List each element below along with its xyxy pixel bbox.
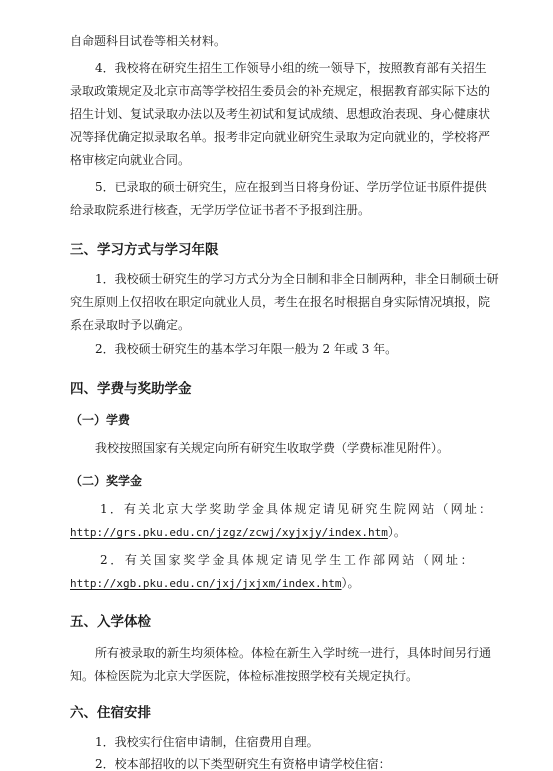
link[interactable]: http://grs.pku.edu.cn/jzgz/zcwj/xyjxjy/index.htm: [70, 526, 388, 539]
subsection-heading: （一）学费: [70, 413, 131, 427]
text-line: [70, 525, 406, 540]
text-line: 自命题科目试卷等相关材料。: [70, 34, 227, 48]
text-line: 1．有关北京大学奖助学金具体规定请见研究生院网站（网址：: [100, 502, 494, 516]
text-line: 5．已录取的硕士研究生，应在报到当日将身份证、学历学位证书原件提供: [95, 180, 487, 194]
text-line: 给录取院系进行核查，无学历学位证书者不予报到注册。: [70, 203, 371, 217]
text-line: 招生计划、复试录取办法以及考生初试和复试成绩、思想政治表现、身心健康状: [70, 107, 491, 121]
text-line: ）。: [341, 576, 360, 590]
section-heading: 五、入学体检: [70, 614, 151, 630]
text-line: 录取政策规定及北京市高等学校招生委员会的补充规定，根据教育部实际下达的: [70, 84, 491, 98]
text-line: 究生原则上仅招收在职定向就业人员，考生在报名时根据自身实际情况填报，院: [70, 295, 491, 309]
text-line: 2．有关国家奖学金具体规定请见学生工作部网站（网址：: [100, 553, 476, 567]
text-line: 所有被录取的新生均须体检。体检在新生入学时统一进行，具体时间另行通: [95, 646, 492, 660]
text-line: 我校按照国家有关规定向所有研究生收取学费（学费标准见附件）。: [95, 441, 450, 455]
text-line: 系在录取时予以确定。: [70, 318, 191, 332]
section-heading: 三、学习方式与学习年限: [70, 242, 219, 258]
section-heading: 六、住宿安排: [70, 705, 151, 721]
text-line: 1．我校硕士研究生的学习方式分为全日制和非全日制两种，非全日制硕士研: [95, 272, 499, 286]
section-heading: 四、学费与奖助学金: [70, 381, 192, 397]
subsection-heading: （二）奖学金: [70, 474, 143, 488]
text-line: 况等择优确定拟录取名单。报考非定向就业研究生录取为定向就业的，学校将严: [70, 130, 491, 144]
text-line: ）。: [387, 525, 406, 539]
text-line: 2．我校硕士研究生的基本学习年限一般为 2 年或 3 年。: [95, 342, 398, 356]
text-line: 知。体检医院为北京大学医院，体检标准按照学校有关规定执行。: [70, 669, 419, 683]
link[interactable]: http://xgb.pku.edu.cn/jxj/jxjxm/index.htm: [70, 577, 342, 590]
text-line: 2．校本部招收的以下类型研究生有资格申请学校住宿：: [95, 757, 391, 771]
text-line: [70, 576, 360, 591]
text-line: 格审核定向就业合同。: [70, 153, 191, 167]
text-line: 4．我校将在研究生招生工作领导小组的统一领导下，按照教育部有关招生: [95, 61, 487, 75]
text-line: 1．我校实行住宿申请制，住宿费用自理。: [95, 735, 319, 749]
